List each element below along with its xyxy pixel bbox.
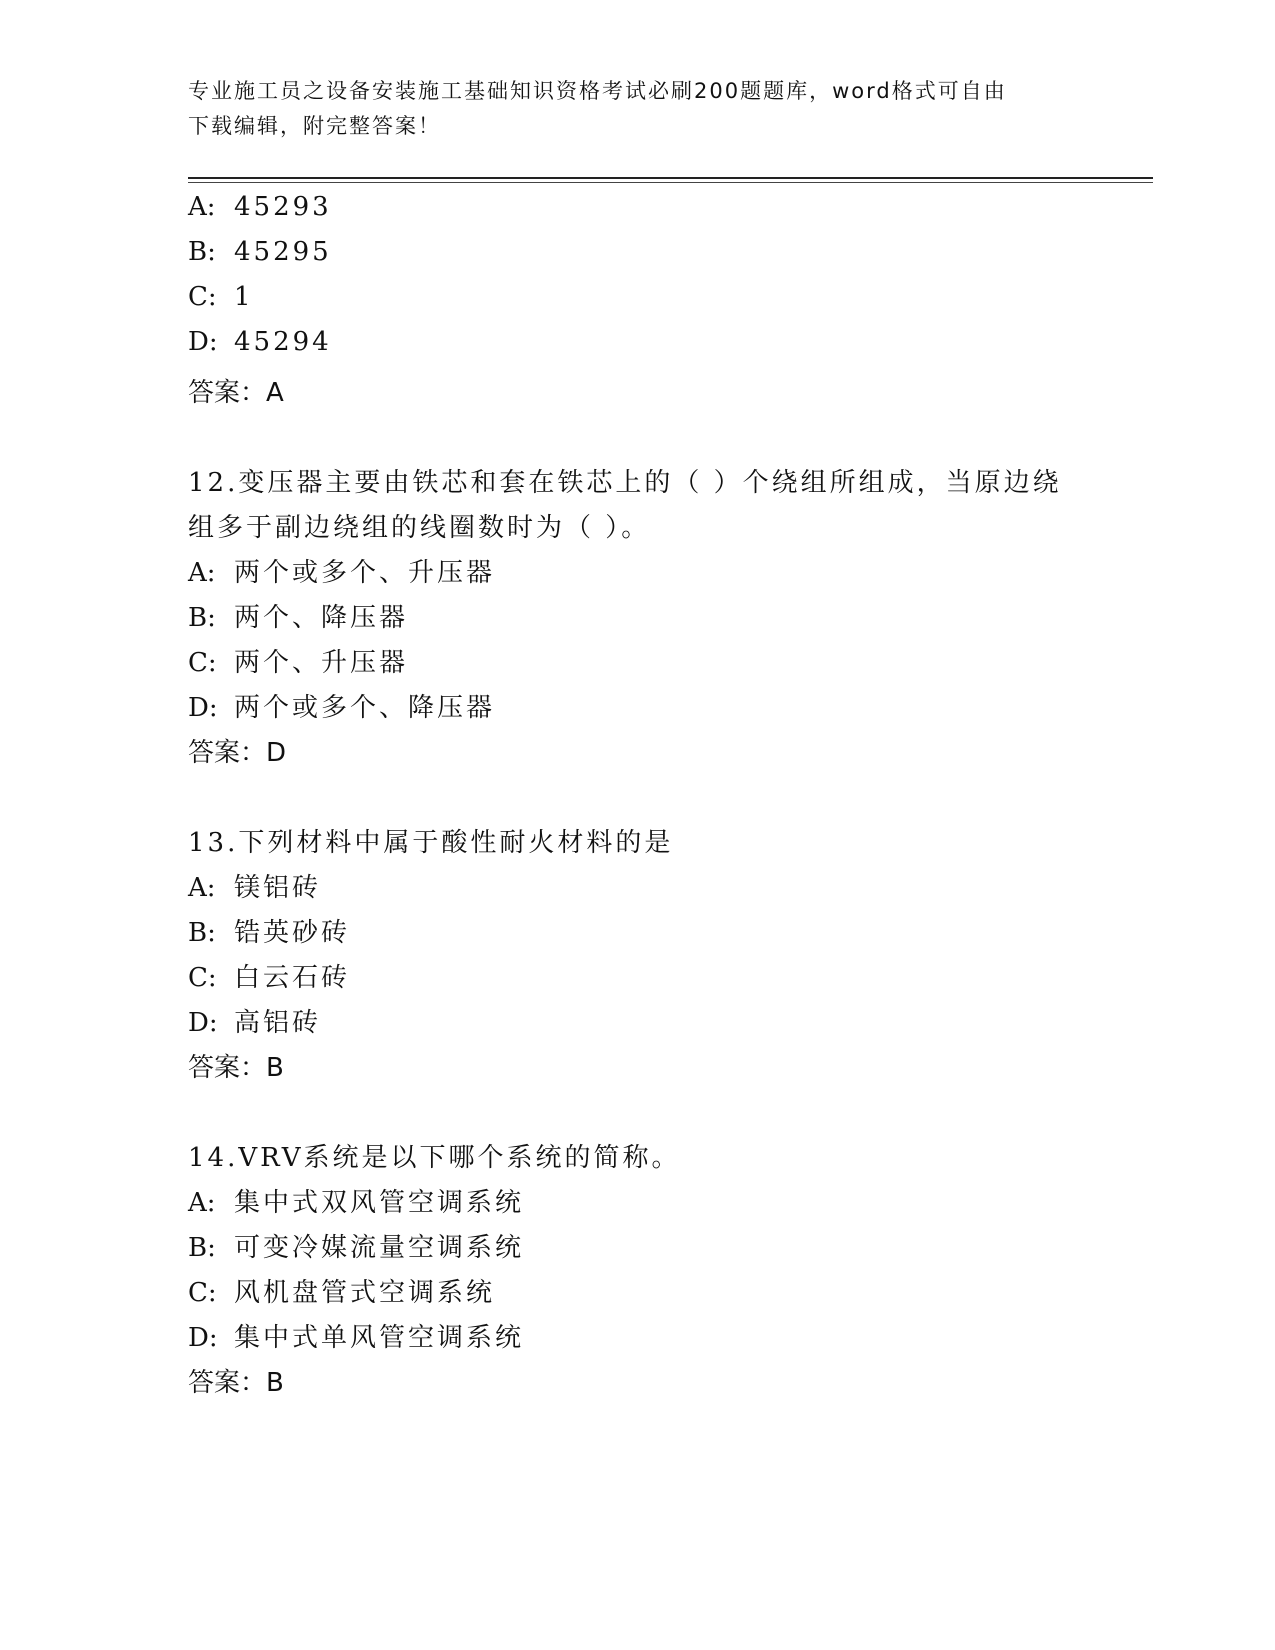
q14-option-c [188, 1272, 495, 1309]
q13-stem-line-1: 13.下列材料中属于酸性耐火材料的是 [188, 828, 674, 858]
option-label: D: [188, 1008, 218, 1038]
q14-option-d [188, 1317, 524, 1354]
option-label: C: [188, 282, 217, 312]
q11-option-a [188, 192, 332, 222]
q12-option-a [188, 552, 495, 589]
option-text: 两个、降压器 [234, 603, 409, 633]
option-label: D: [188, 327, 218, 357]
q12-answer: 答案：D [188, 738, 287, 768]
option-text: 风机盘管式空调系统 [234, 1278, 496, 1308]
q11-answer: 答案：A [188, 378, 284, 408]
option-text: 白云石砖 [234, 963, 351, 993]
q11-option-b [188, 237, 332, 267]
q12-option-d [188, 687, 495, 724]
header-rule-thick [188, 177, 1153, 179]
option-text: 45293 [234, 192, 332, 222]
header-line-2: 下载编辑，附完整答案！ [188, 114, 441, 138]
q14-answer: 答案：B [188, 1368, 284, 1398]
q12-option-c [188, 642, 408, 679]
q12-stem-line-1: 12.变压器主要由铁芯和套在铁芯上的（ ）个绕组所组成，当原边绕 [188, 468, 1062, 498]
q13-option-b [188, 912, 350, 949]
option-label: C: [188, 963, 217, 993]
document-header [188, 74, 1088, 144]
q14-stem-line-1: 14.VRV系统是以下哪个系统的简称。 [188, 1143, 681, 1173]
option-text: 两个或多个、降压器 [234, 693, 496, 723]
q11-option-c [188, 282, 254, 312]
q14-option-a [188, 1182, 524, 1219]
option-label: B: [188, 918, 216, 948]
option-text: 集中式单风管空调系统 [234, 1323, 525, 1353]
option-text: 可变冷媒流量空调系统 [234, 1233, 525, 1263]
option-label: B: [188, 1233, 216, 1263]
option-label: D: [188, 693, 218, 723]
q13-answer: 答案：B [188, 1053, 284, 1083]
option-text: 两个、升压器 [234, 648, 409, 678]
option-label: B: [188, 237, 216, 267]
option-text: 集中式双风管空调系统 [234, 1188, 525, 1218]
option-text: 高铝砖 [234, 1008, 322, 1038]
q13-option-d [188, 1002, 321, 1039]
option-label: A: [188, 558, 216, 588]
option-text: 锆英砂砖 [234, 918, 351, 948]
q12-stem-line-2: 组多于副边绕组的线圈数时为（ ）。 [188, 513, 651, 543]
q13-option-c [188, 957, 350, 994]
header-rule-thin [188, 182, 1153, 183]
option-text: 45295 [234, 237, 332, 267]
header-line-1: 专业施工员之设备安装施工基础知识资格考试必刷200题题库，word格式可自由 [188, 79, 1007, 103]
option-label: A: [188, 192, 216, 222]
q14-option-b [188, 1227, 524, 1264]
q12-option-b [188, 597, 408, 634]
option-label: A: [188, 873, 216, 903]
option-text: 45294 [234, 327, 332, 357]
option-label: A: [188, 1188, 216, 1218]
option-label: D: [188, 1323, 218, 1353]
option-label: C: [188, 1278, 217, 1308]
option-text: 镁铝砖 [234, 873, 322, 903]
option-label: B: [188, 603, 216, 633]
q13-option-a [188, 867, 321, 904]
option-text: 1 [234, 282, 254, 312]
q11-option-d [188, 327, 332, 357]
option-text: 两个或多个、升压器 [234, 558, 496, 588]
option-label: C: [188, 648, 217, 678]
